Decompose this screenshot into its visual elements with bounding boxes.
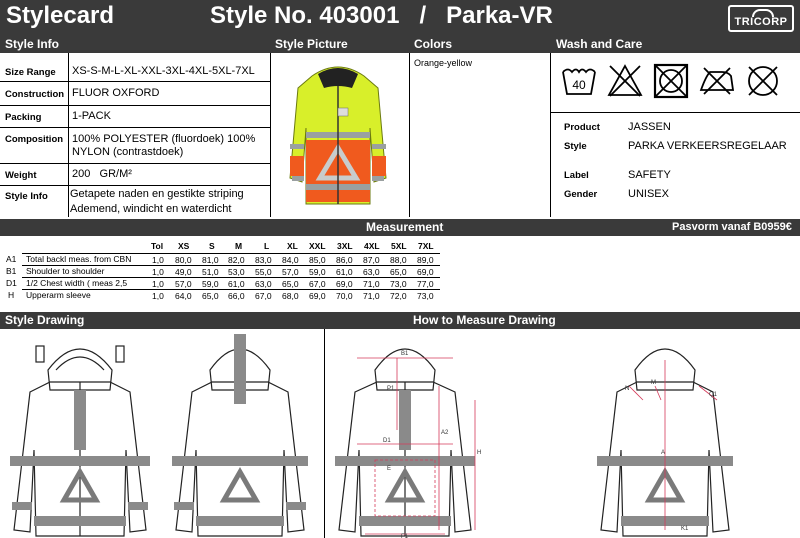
composition-label: Composition xyxy=(5,134,64,145)
how-to-measure-drawing xyxy=(325,330,800,538)
cell: 64,0 xyxy=(175,291,192,301)
cell: 49,0 xyxy=(175,267,192,277)
cell: 82,0 xyxy=(228,255,245,265)
cell: 61,0 xyxy=(336,267,353,277)
size-range-label: Size Range xyxy=(5,67,56,78)
style-info-heading: Style Info xyxy=(5,37,60,51)
packing-value: 1-PACK xyxy=(72,110,111,122)
cell: 59,0 xyxy=(309,267,326,277)
cell: 65,0 xyxy=(202,291,219,301)
colors-heading: Colors xyxy=(414,37,453,51)
cell: 63,0 xyxy=(255,279,272,289)
label-value: SAFETY xyxy=(628,169,671,181)
cell: 66,0 xyxy=(228,291,245,301)
row-code: B1 xyxy=(6,266,17,276)
row-desc: Shoulder to shoulder xyxy=(26,266,105,276)
svg-text:A: A xyxy=(661,450,666,456)
col-xxl: XXL xyxy=(309,241,326,251)
cell: 84,0 xyxy=(282,255,299,265)
cell: 73,0 xyxy=(390,279,407,289)
cell: 65,0 xyxy=(282,279,299,289)
cell: 72,0 xyxy=(390,291,407,301)
cell: 86,0 xyxy=(336,255,353,265)
composition-value: 100% POLYESTER (fluordoek) 100% NYLON (contrastdoek) xyxy=(72,133,256,158)
col-m: M xyxy=(235,241,243,251)
no-bleach-icon xyxy=(606,62,644,100)
cell: 68,0 xyxy=(282,291,299,301)
svg-text:B1: B1 xyxy=(401,351,409,357)
cell: 69,0 xyxy=(309,291,326,301)
col-3xl: 3XL xyxy=(337,241,353,251)
cell: 59,0 xyxy=(202,279,219,289)
no-iron-icon xyxy=(698,62,736,100)
svg-text:A2: A2 xyxy=(441,430,449,436)
svg-text:H: H xyxy=(477,450,482,456)
weight-label: Weight xyxy=(5,170,37,181)
color-value: Orange-yellow xyxy=(414,58,473,68)
col-xs: XS xyxy=(178,241,190,251)
style-picture xyxy=(282,58,394,210)
cell: 85,0 xyxy=(309,255,326,265)
wash-care-icons xyxy=(556,58,796,106)
cell: 57,0 xyxy=(175,279,192,289)
cell: 1,0 xyxy=(152,291,164,301)
col-l: L xyxy=(264,241,270,251)
cell: 81,0 xyxy=(202,255,219,265)
cell: 71,0 xyxy=(363,279,380,289)
cell: 77,0 xyxy=(417,279,434,289)
style-number-title: Style No. 403001 / Parka-VR xyxy=(210,2,553,29)
cell: 1,0 xyxy=(152,255,164,265)
row-desc: Total backl meas. from CBN xyxy=(26,254,132,264)
stylecard-title: Stylecard xyxy=(6,2,115,29)
svg-text:D1: D1 xyxy=(383,438,391,444)
row-desc: Upperarm sleeve xyxy=(26,290,91,300)
drawing-bar xyxy=(0,312,800,329)
cell: 67,0 xyxy=(309,279,326,289)
style-picture-heading: Style Picture xyxy=(275,37,348,51)
gender-value: UNISEX xyxy=(628,188,669,200)
cell: 53,0 xyxy=(228,267,245,277)
row-code: H xyxy=(8,290,15,300)
row-code: D1 xyxy=(6,278,17,288)
cell: 57,0 xyxy=(282,267,299,277)
style-value: PARKA VERKEERSREGELAAR xyxy=(628,140,787,152)
col-4xl: 4XL xyxy=(364,241,380,251)
row-desc: 1/2 Chest width ( meas 2,5 xyxy=(26,278,128,288)
cell: 1,0 xyxy=(152,279,164,289)
cell: 65,0 xyxy=(390,267,407,277)
construction-label: Construction xyxy=(5,89,65,100)
how-to-measure-heading: How to Measure Drawing xyxy=(413,313,556,327)
cell: 71,0 xyxy=(363,291,380,301)
product-info xyxy=(550,113,800,217)
cell: 73,0 xyxy=(417,291,434,301)
cell: 51,0 xyxy=(202,267,219,277)
no-dryclean-icon xyxy=(744,62,782,100)
svg-text:40: 40 xyxy=(572,78,586,92)
col-s: S xyxy=(209,241,215,251)
cell: 87,0 xyxy=(363,255,380,265)
style-drawing-heading: Style Drawing xyxy=(5,313,85,327)
svg-text:Q1: Q1 xyxy=(709,392,718,398)
gender-label: Gender xyxy=(564,189,598,200)
wash-care-heading: Wash and Care xyxy=(556,37,643,51)
packing-label: Packing xyxy=(5,112,42,123)
cell: 69,0 xyxy=(417,267,434,277)
style-info-label: Style Info xyxy=(5,191,48,202)
label-label: Label xyxy=(564,170,589,181)
cell: 83,0 xyxy=(255,255,272,265)
style-info-line1: Getapete naden en gestikte striping xyxy=(70,188,244,200)
wash-40-icon xyxy=(560,62,598,100)
svg-text:F1: F1 xyxy=(401,534,409,538)
product-label: Product xyxy=(564,122,600,133)
col-xl: XL xyxy=(287,241,298,251)
cell: 63,0 xyxy=(363,267,380,277)
measurement-heading: Measurement xyxy=(366,220,444,234)
cell: 88,0 xyxy=(390,255,407,265)
col-tol: Tol xyxy=(151,241,164,251)
weight-value: 200 GR/M² xyxy=(72,168,132,180)
col-7xl: 7XL xyxy=(418,241,434,251)
pasvorm-heading: Pasvorm vanaf B0959€ xyxy=(672,219,792,236)
col-5xl: 5XL xyxy=(391,241,407,251)
cell: 55,0 xyxy=(255,267,272,277)
measurement-table xyxy=(0,238,800,302)
no-tumble-dry-icon xyxy=(652,62,690,100)
svg-text:P1: P1 xyxy=(387,386,395,392)
svg-text:M: M xyxy=(651,380,656,386)
row-code: A1 xyxy=(6,254,17,264)
section-header-bar xyxy=(0,36,800,53)
cell: 69,0 xyxy=(336,279,353,289)
cell: 70,0 xyxy=(336,291,353,301)
svg-text:N: N xyxy=(625,386,630,392)
cell: 89,0 xyxy=(417,255,434,265)
style-drawing xyxy=(0,330,324,538)
style-info-line2: Ademend, windicht en waterdicht xyxy=(70,203,232,215)
svg-text:K1: K1 xyxy=(681,526,689,532)
tricorp-logo: TRICORP xyxy=(728,5,794,32)
cell: 80,0 xyxy=(175,255,192,265)
product-value: JASSEN xyxy=(628,121,671,133)
style-label: Style xyxy=(564,141,587,152)
construction-value: FLUOR OXFORD xyxy=(72,87,160,99)
cell: 1,0 xyxy=(152,267,164,277)
svg-text:E: E xyxy=(387,466,392,472)
style-info-table xyxy=(0,53,271,217)
cell: 61,0 xyxy=(228,279,245,289)
cell: 67,0 xyxy=(255,291,272,301)
size-range-value: XS-S-M-L-XL-XXL-3XL-4XL-5XL-7XL xyxy=(72,65,255,77)
